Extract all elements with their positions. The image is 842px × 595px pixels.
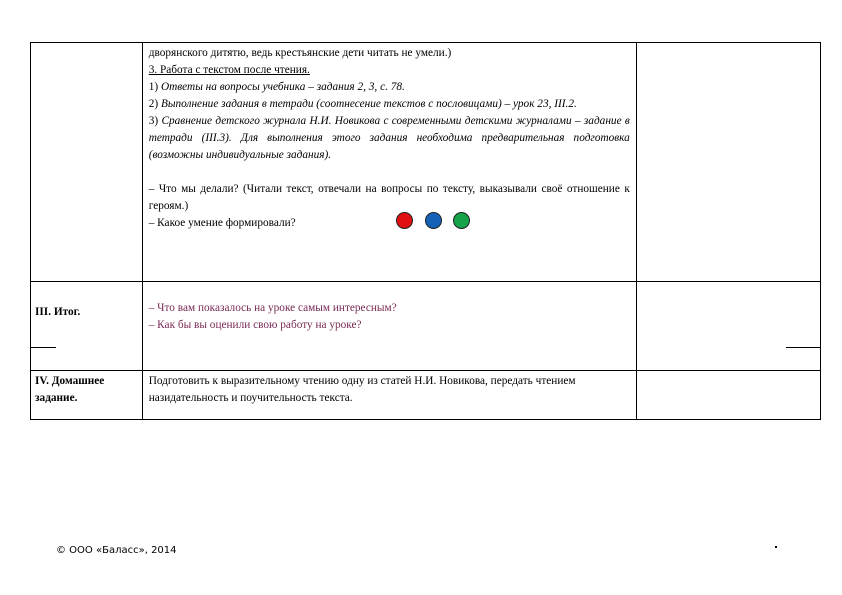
question-text: – Что мы делали? (Читали текст, отвечали на вопросы по тексту, выказывали своё отношение к героям.) xyxy=(148,183,630,212)
list-item xyxy=(149,79,630,96)
table-row xyxy=(31,371,821,420)
list-item xyxy=(149,96,630,113)
border-tick xyxy=(786,347,821,348)
border-tick xyxy=(786,42,821,43)
blue-dot-icon xyxy=(425,212,442,229)
green-dot-icon xyxy=(453,212,470,229)
content-cell xyxy=(142,282,636,371)
question-text: – Что вам показалось на уроке самым интересным? xyxy=(148,302,397,314)
continuation-text: дворянского дитятю, ведь крестьянские дети читать не умели.) xyxy=(148,47,452,59)
content-cell xyxy=(142,43,636,282)
content-cell: Подготовить к выразительному чтению одну из статей Н.И. Новикова, передать чтением назидательность и поучительность текста. xyxy=(142,371,636,420)
question-text: – Как бы вы оценили свою работу на уроке? xyxy=(148,319,362,331)
table-row xyxy=(31,43,821,282)
question-text: – Какое умение формировали? xyxy=(148,217,296,229)
red-dot-icon xyxy=(396,212,413,229)
stage-cell: IV. Домашнее задание. xyxy=(31,371,143,420)
item-number: 2) xyxy=(148,98,161,110)
item-number: 1) xyxy=(148,81,161,93)
stage-cell: III. Итог. xyxy=(31,282,143,371)
item-number: 3) xyxy=(148,115,162,127)
item-text: Сравнение детского журнала Н.И. Новикова с современными детскими журналами – задание в тетради (III.3). Для выполнения этого задания необходима предварительная подготовка (возможны индивидуальные задания). xyxy=(148,115,630,161)
list-item xyxy=(149,113,630,164)
notes-cell xyxy=(636,282,820,371)
notes-cell xyxy=(636,43,820,282)
item-text: Ответы на вопросы учебника – задания 2, 3, с. 78. xyxy=(160,81,405,93)
border-tick xyxy=(30,42,56,43)
stage-cell xyxy=(31,43,143,282)
page-mark xyxy=(775,546,777,548)
border-tick xyxy=(30,347,56,348)
color-dots xyxy=(149,232,630,249)
item-text: Выполнение задания в тетради (соотнесение текстов с пословицами) – урок 23, III.2. xyxy=(160,98,577,110)
lesson-plan-table xyxy=(30,42,821,420)
table-row xyxy=(31,282,821,371)
copyright-footer: © ООО «Баласс», 2014 xyxy=(56,545,177,556)
spacer xyxy=(149,164,630,181)
notes-cell xyxy=(636,371,820,420)
section-heading: 3. Работа с текстом после чтения. xyxy=(148,64,310,76)
